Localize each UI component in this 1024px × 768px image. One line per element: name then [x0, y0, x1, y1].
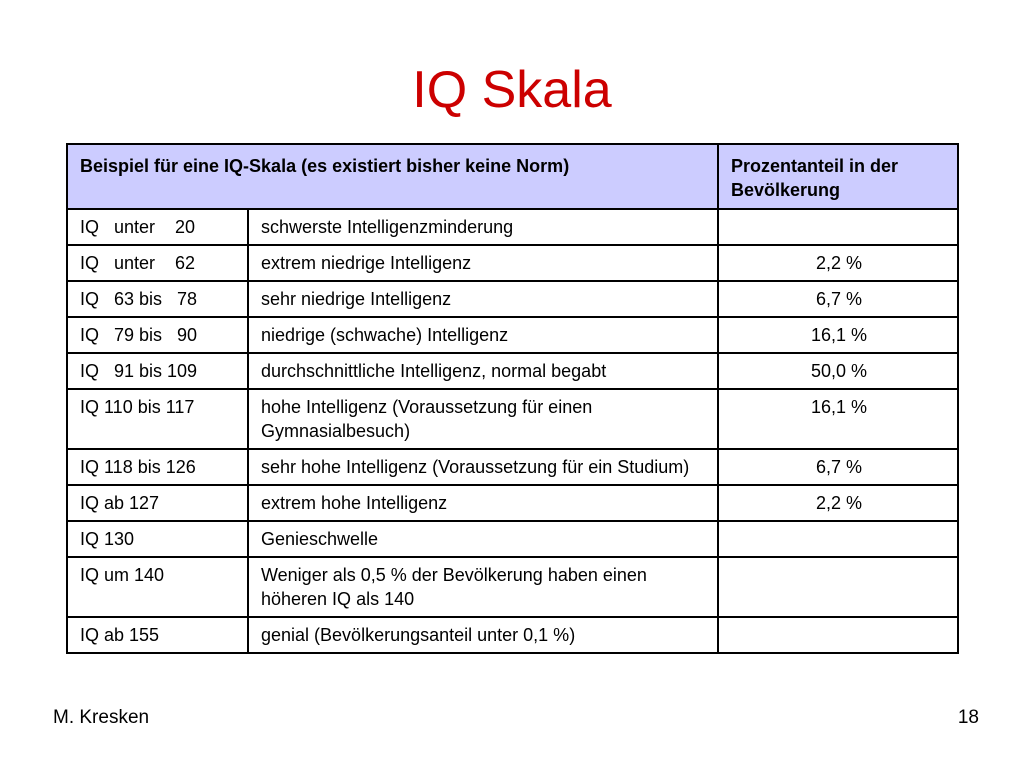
table-row	[67, 245, 958, 281]
description-cell: sehr hohe Intelligenz (Voraussetzung für ein Studium)	[248, 449, 718, 485]
description-cell: genial (Bevölkerungsanteil unter 0,1 %)	[248, 617, 718, 653]
description-cell: Genieschwelle	[248, 521, 718, 557]
iq-range-cell: IQ unter 20	[67, 209, 248, 245]
iq-range-cell: IQ 63 bis 78	[67, 281, 248, 317]
percent-cell	[718, 617, 958, 653]
description-cell: extrem niedrige Intelligenz	[248, 245, 718, 281]
description-cell: niedrige (schwache) Intelligenz	[248, 317, 718, 353]
table-row	[67, 281, 958, 317]
percent-cell	[718, 521, 958, 557]
slide-title: IQ Skala	[412, 61, 612, 119]
author-footer: M. Kresken	[53, 707, 150, 728]
percent-cell: 16,1 %	[718, 317, 958, 353]
iq-range-cell: IQ ab 155	[67, 617, 248, 653]
percent-cell: 2,2 %	[718, 245, 958, 281]
percent-cell: 16,1 %	[718, 389, 958, 449]
table-row	[67, 557, 958, 617]
percent-cell: 6,7 %	[718, 449, 958, 485]
description-cell: Weniger als 0,5 % der Bevölkerung haben einen höheren IQ als 140	[248, 557, 718, 617]
percent-cell: 2,2 %	[718, 485, 958, 521]
iq-range-cell: IQ 130	[67, 521, 248, 557]
iq-range-cell: IQ unter 62	[67, 245, 248, 281]
iq-range-cell: IQ 118 bis 126	[67, 449, 248, 485]
page-number: 18	[957, 707, 979, 728]
table-header-row	[67, 144, 958, 209]
table-row	[67, 449, 958, 485]
percent-cell	[718, 557, 958, 617]
percent-cell: 6,7 %	[718, 281, 958, 317]
table-row	[67, 353, 958, 389]
description-cell: hohe Intelligenz (Voraussetzung für einen Gymnasialbesuch)	[248, 389, 718, 449]
iq-range-cell: IQ um 140	[67, 557, 248, 617]
table-row	[67, 617, 958, 653]
table-row	[67, 209, 958, 245]
iq-scale-table	[66, 143, 959, 654]
description-cell: sehr niedrige Intelligenz	[248, 281, 718, 317]
iq-range-cell: IQ 91 bis 109	[67, 353, 248, 389]
table-row	[67, 317, 958, 353]
table-row	[67, 485, 958, 521]
description-cell: extrem hohe Intelligenz	[248, 485, 718, 521]
header-example-scale: Beispiel für eine IQ-Skala (es existiert bisher keine Norm)	[67, 144, 718, 209]
percent-cell: 50,0 %	[718, 353, 958, 389]
iq-range-cell: IQ 79 bis 90	[67, 317, 248, 353]
table-row	[67, 389, 958, 449]
header-population-percent: Prozentanteil in der Bevölkerung	[718, 144, 958, 209]
description-cell: schwerste Intelligenzminderung	[248, 209, 718, 245]
table-row	[67, 521, 958, 557]
percent-cell	[718, 209, 958, 245]
iq-range-cell: IQ 110 bis 117	[67, 389, 248, 449]
description-cell: durchschnittliche Intelligenz, normal begabt	[248, 353, 718, 389]
iq-range-cell: IQ ab 127	[67, 485, 248, 521]
